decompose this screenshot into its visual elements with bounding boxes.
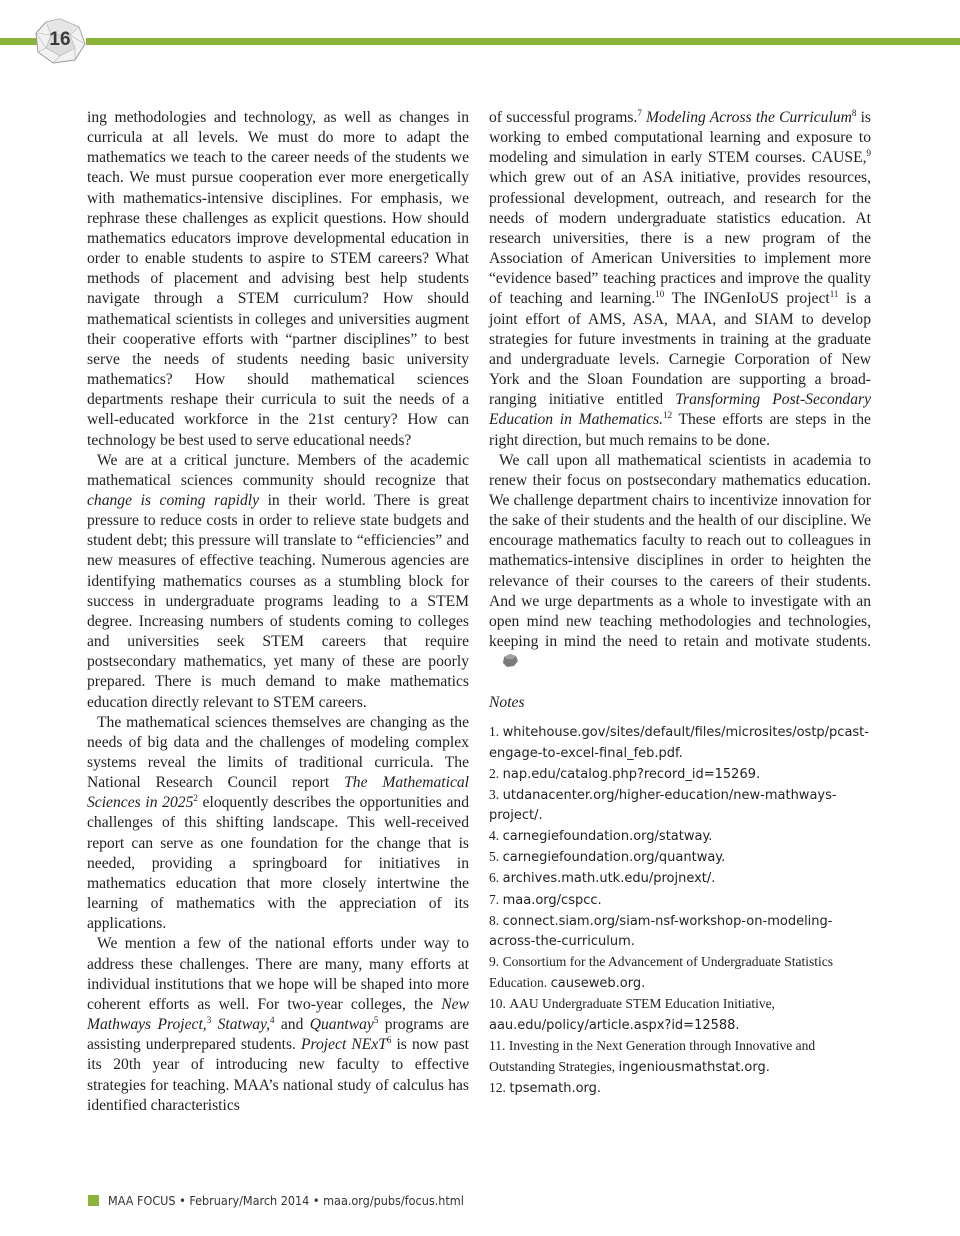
- polyhedron-end-mark-icon: [493, 653, 518, 673]
- note-item: 11. Investing in the Next Generation through Innovative and Outstanding Strategies, ingeniousmathstat.org.: [489, 1037, 816, 1075]
- modeling-across-curriculum-title: Modeling Across the Curriculum: [646, 109, 852, 126]
- right-paragraph-2: We call upon all mathematical scientists in academia to renew their focus on postsecondary mathematics education. We challenge department chairs to incentivize innovation for the sake of their students and the health of our discipline. We encourage mathematics faculty to reach out to colleagues in mathematics-intensive disciplines in order to heighten the relevance of their courses to the careers of their students. And we urge departments as a whole to investigate with an open mind new teaching methodologies and technologies, keeping in mind the need to retain and motivate students.: [489, 451, 871, 674]
- left-paragraph-2: We are at a critical juncture. Members of the academic mathematical sciences community should recognize that change is coming rapidly in their world. There is great pressure to reduce costs in order to relieve state budgets and student debt; this pressure will translate to “efficiencies” and new measures of effective teaching. Numerous agencies are identifying mathematics courses as a stumbling block for success in undergraduate programs leading to a STEM degree. Increasing numbers of students coming to colleges and universities seek STEM careers that require postsecondary mathematics, yet many of these are poorly prepared. There is much demand to make mathematics education directly relevant to STEM careers.: [87, 451, 469, 711]
- note-item: 4. carnegiefoundation.org/statway.: [489, 828, 713, 845]
- note-item: 2. nap.edu/catalog.php?record_id=15269.: [489, 765, 761, 782]
- project-next-title: Project NExT: [300, 1036, 387, 1054]
- note-link[interactable]: carnegiefoundation.org/statway.: [502, 829, 713, 845]
- footer-square-icon: [88, 1195, 99, 1206]
- note-link[interactable]: archives.math.utk.edu/projnext/.: [502, 871, 716, 887]
- note-link[interactable]: nap.edu/catalog.php?record_id=15269.: [502, 766, 761, 782]
- transforming-post-secondary-title: Transforming Post-Secondary Education in Mathematics.: [489, 391, 872, 429]
- page-footer: [88, 1192, 464, 1208]
- left-paragraph-3: The mathematical sciences themselves are changing as the needs of big data and the challenges of modeling complex systems reveal the limits of traditional curricula. The National Research Council report The Mathematical Sciences in 2025$^2$ eloquently describes the opportunities and challenges of this shifting landscape. This well-received report can serve as one foundation for the change that is needed, providing a springboard for initiatives in mathematics education that more closely intertwine the learning of mathematics with the appreciation of its applications.: [87, 713, 470, 933]
- note-item: 3. utdanacenter.org/higher-education/new-mathways-project/.: [489, 786, 837, 823]
- left-column: [87, 108, 469, 1116]
- header-rule-right: [86, 38, 960, 45]
- note-item: 10. AAU Undergraduate STEM Education Initiative, aau.edu/policy/article.aspx?id=12588.: [489, 996, 775, 1033]
- left-paragraph-4: We mention a few of the national efforts under way to address these challenges. There are many, many efforts at individual institutions that we hope will be shaped into more coherent efforts as well. For two-year colleges, the New Mathways Project,$^3$ Statway,$^4$ and Quantway$^5$ programs are assisting underprepared students. Project NExT$^6$ is now past its 20th year of introducing new faculty to effective strategies for teaching. MAA’s national study of calculus has identified characteristics: [87, 935, 469, 1114]
- note-item: 5. carnegiefoundation.org/quantway.: [489, 849, 726, 866]
- note-item: 9. Consortium for the Advancement of Undergraduate Statistics Education. causeweb.org.: [489, 954, 834, 992]
- note-link[interactable]: aau.edu/policy/article.aspx?id=12588.: [489, 1017, 740, 1033]
- note-link[interactable]: ingeniousmathstat.org.: [618, 1059, 770, 1075]
- note-item: 7. maa.org/cspcc.: [489, 891, 602, 908]
- page-number-badge: [34, 18, 86, 64]
- footer-text: MAA FOCUS • February/March 2014 • maa.org/pubs/focus.html: [108, 1192, 464, 1208]
- note-link[interactable]: whitehouse.gov/sites/default/files/microsites/ostp/pcast-engage-to-excel-final_feb.pdf.: [489, 725, 869, 761]
- notes-heading: Notes: [489, 694, 525, 712]
- quantway-title: Quantway: [309, 1016, 374, 1034]
- right-paragraph-1: of successful programs.$^7$ Modeling Across the Curriculum$^8$ is working to embed computational learning and exposure to modeling and simulation in early STEM courses. CAUSE,$^9$ which grew out of an ASA initiative, provides resources, professional development, outreach, and research for the needs of modern undergraduate statistics education. At research universities, there is a new program of the Association of American Universities to implement more “evidence based” teaching practices and improve the quality of teaching and learning.$^{10}$ The INGenIoUS project$^{11}$ is a joint effort of AMS, ASA, MAA, and SIAM to develop strategies for future investments in training at the graduate and undergraduate levels. Carnegie Corporation of New York and the Sloan Foundation are supporting a broad-ranging initiative entitled Transforming Post-Secondary Education in Mathematics.$^{12}$ These efforts are steps in the right direction, but much remains to be done.: [489, 108, 872, 449]
- right-column: [489, 108, 871, 1099]
- note-item: 12. tpsemath.org.: [489, 1080, 602, 1097]
- note-item: 1. whitehouse.gov/sites/default/files/microsites/ostp/pcast-engage-to-excel-final_feb.pdf.: [489, 724, 869, 761]
- emphasis-change-coming: change is coming rapidly: [87, 491, 260, 509]
- new-mathways-title: New Mathways Project,: [87, 995, 469, 1034]
- left-paragraph-1: ing methodologies and technology, as well as changes in curricula at all levels. We must do more to adapt the mathematics we teach to the career needs of the students we teach. We must pursue cooperation ever more energetically with mathematics-intensive disciplines. For emphasis, we rephrase these challenges as explicit questions. How should mathematics educators improve developmental education in order to enable students to aspire to STEM careers? What methods of placement and advising best help students navigate through a STEM curriculum? How should mathematical scientists in colleges and universities augment their cooperative efforts with “partner disciplines” to best serve the needs of students needing basic university mathematics? How should mathematical sciences departments reshape their curricula to suit the needs of a well-educated workforce in the 21st century? How can technology be best used to serve educational needs?: [87, 109, 469, 449]
- notes-list: [489, 722, 871, 1099]
- note-link[interactable]: maa.org/cspcc.: [502, 892, 602, 908]
- page-number: 16: [49, 29, 71, 50]
- statway-title: Statway,: [217, 1016, 270, 1034]
- note-link[interactable]: utdanacenter.org/higher-education/new-mathways-project/.: [489, 787, 837, 823]
- note-link[interactable]: carnegiefoundation.org/quantway.: [502, 850, 726, 866]
- nrc-report-title: The Mathematical Sciences in 2025: [87, 774, 470, 812]
- note-item: 6. archives.math.utk.edu/projnext/.: [489, 870, 716, 887]
- note-item: 8. connect.siam.org/siam-nsf-workshop-on-modeling-across-the-curriculum.: [489, 912, 833, 949]
- note-link[interactable]: connect.siam.org/siam-nsf-workshop-on-modeling-across-the-curriculum.: [489, 913, 833, 949]
- note-link[interactable]: tpsemath.org.: [509, 1081, 602, 1097]
- note-link[interactable]: causeweb.org.: [550, 976, 646, 992]
